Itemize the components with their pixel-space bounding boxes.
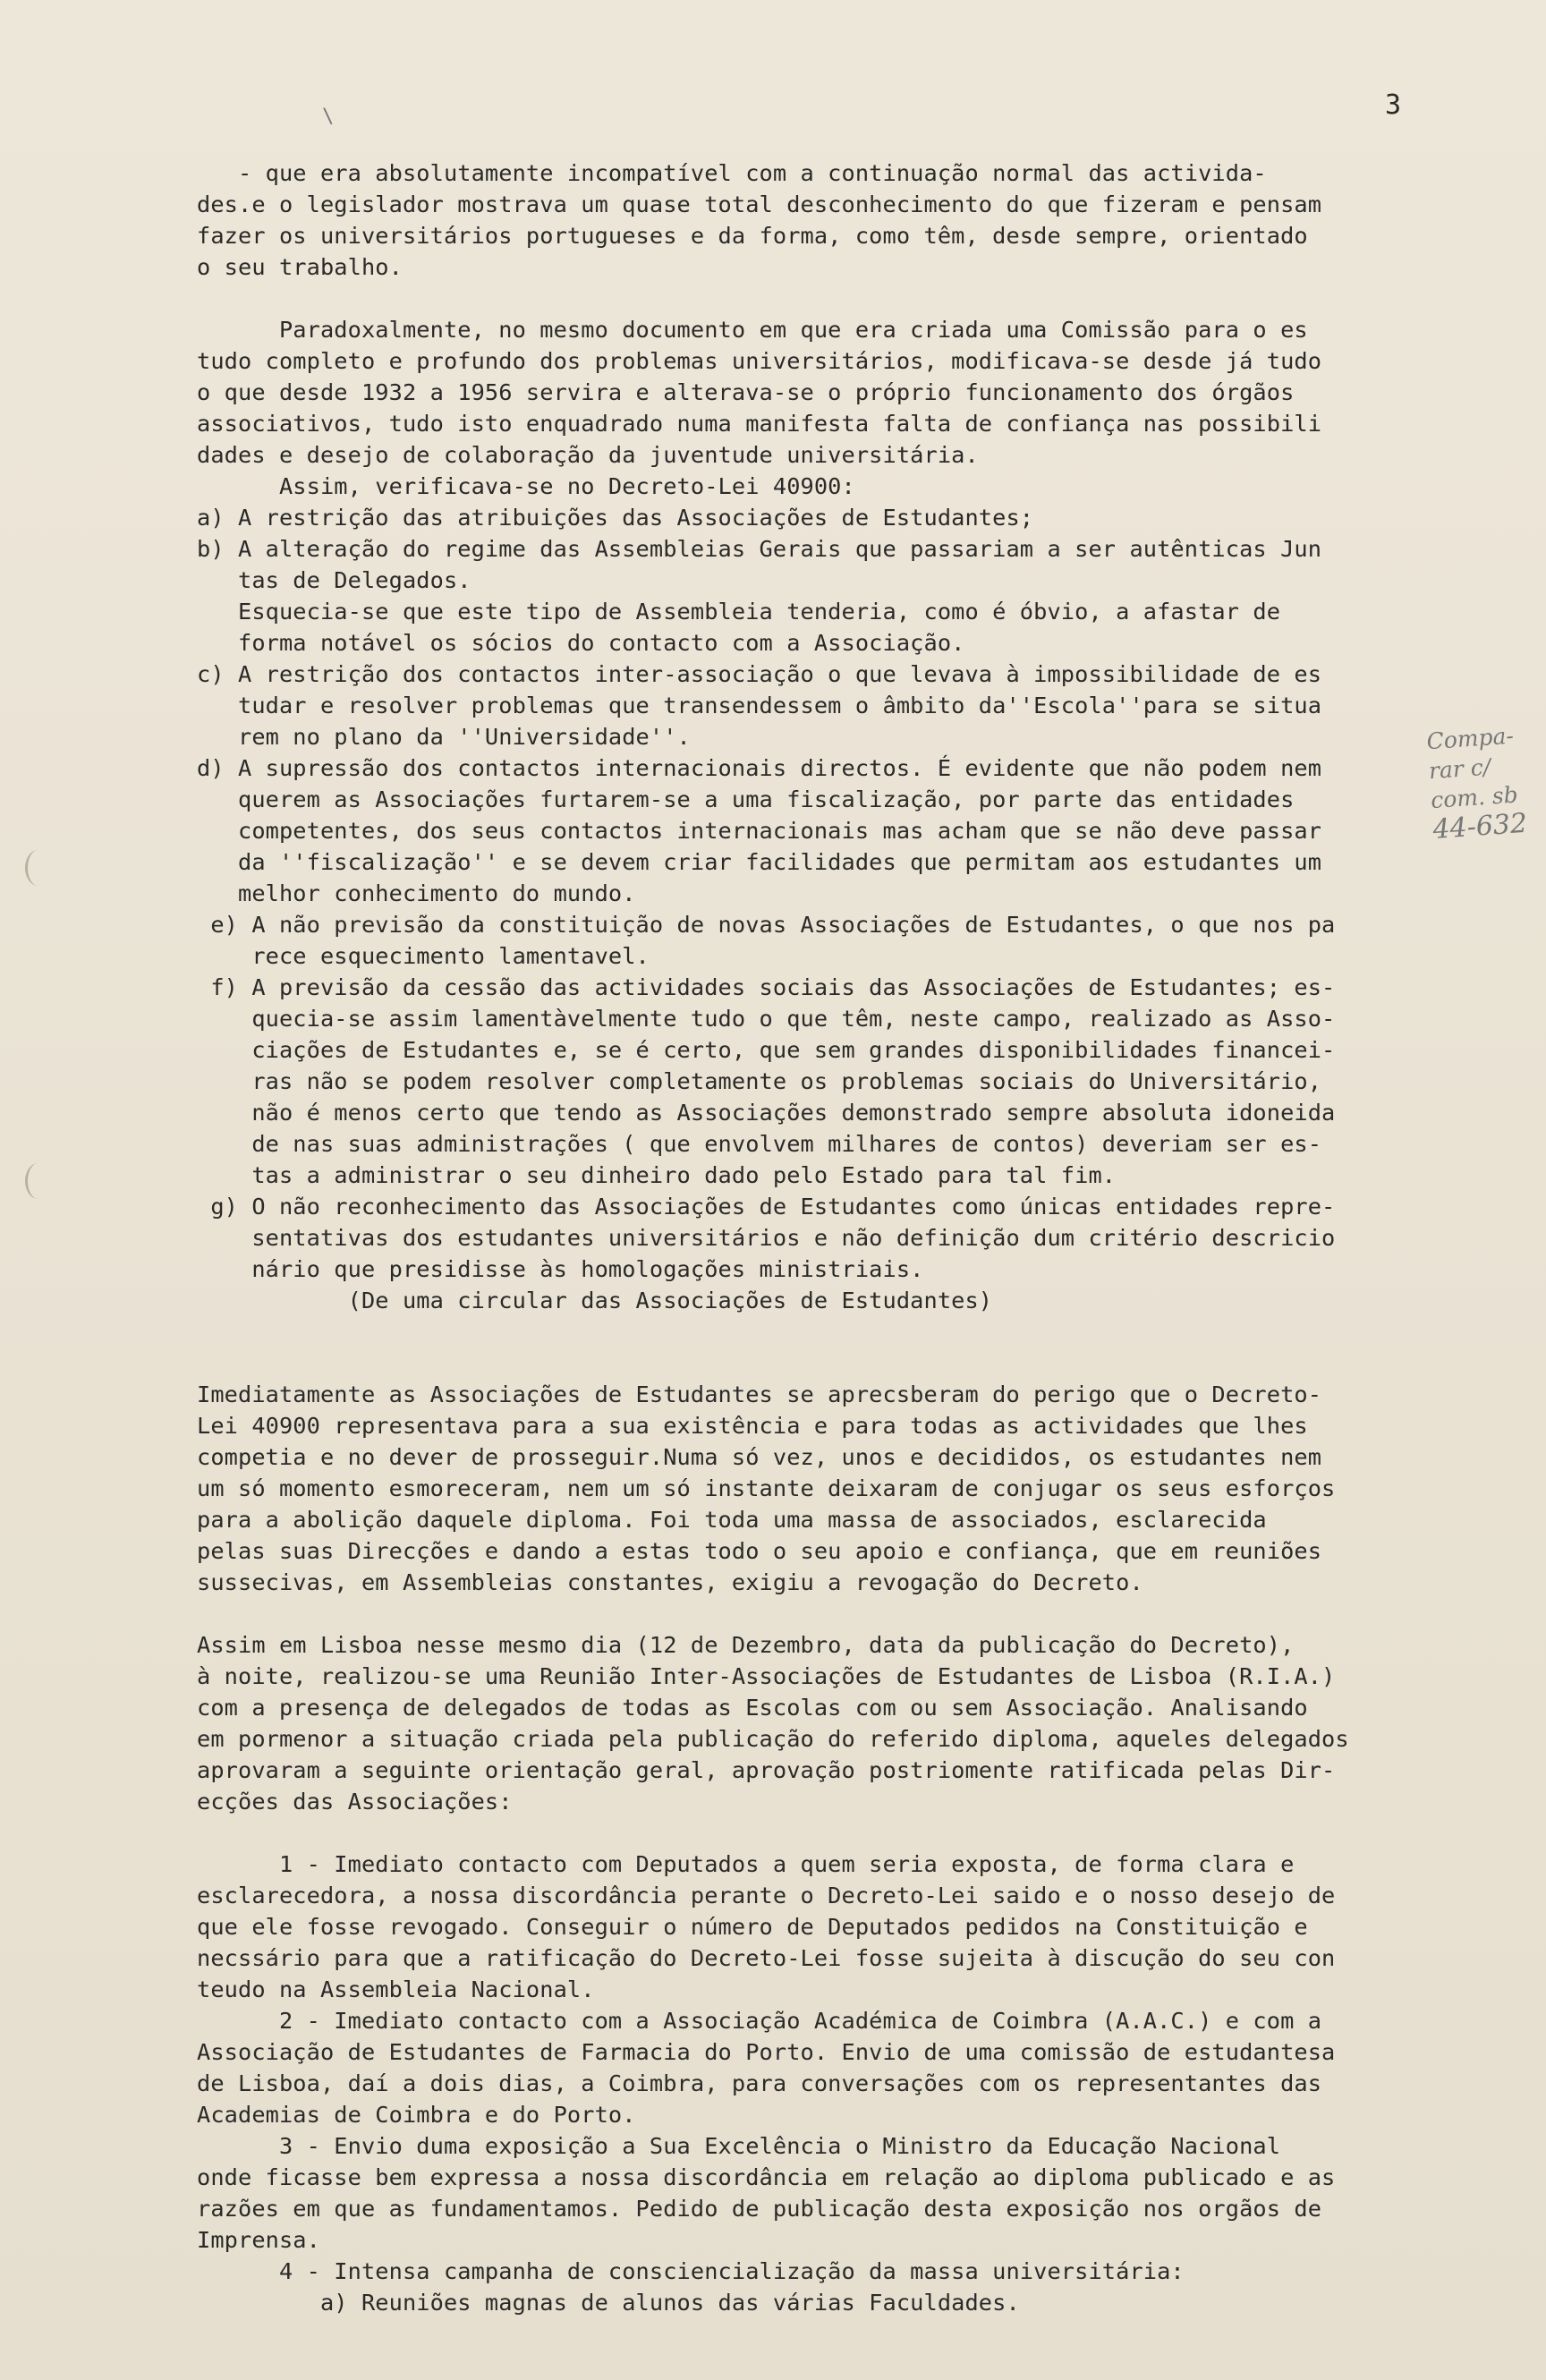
text-line: dades e desejo de colaboração da juventude universitária. [197,442,979,468]
text-line: - que era absolutamente incompatível com a continuação normal das activida- [197,160,1267,186]
text-line: melhor conhecimento do mundo. [197,880,636,906]
text-line: razões em que as fundamentamos. Pedido de publicação desta exposição nos orgãos de [197,2196,1322,2222]
text-line [197,1347,1449,1379]
typewritten-text-body [197,157,1449,2318]
text-line: que ele fosse revogado. Conseguir o número de Deputados pedidos na Constituição e [197,1914,1308,1940]
text-line: 4 - Intensa campanha de consciencialização da massa universitária: [197,2258,1185,2284]
margin-note-line: 44-632 [1431,807,1529,846]
text-line: 1 - Imediato contacto com Deputados a quem seria exposta, de forma clara e [197,1851,1295,1877]
text-line: competentes, dos seus contactos internacionais mas acham que se não deve passar [197,818,1322,844]
text-line: Esquecia-se que este tipo de Assembleia tenderia, como é óbvio, a afastar de [197,599,1281,625]
text-line: 3 - Envio duma exposição a Sua Excelência o Ministro da Educação Nacional [197,2133,1281,2159]
punch-hole-mark [25,850,51,886]
text-line: Academias de Coimbra e do Porto. [197,2102,636,2128]
text-line: aprovaram a seguinte orientação geral, aprovação postriomente ratificada pelas Dir- [197,1757,1336,1783]
text-line: com a presença de delegados de todas as Escolas com ou sem Associação. Analisando [197,1695,1308,1721]
text-line: em pormenor a situação criada pela publicação do referido diploma, aqueles delegados [197,1726,1349,1752]
text-line: Imediatamente as Associações de Estudantes se aprecsberam do perigo que o Decreto- [197,1381,1322,1407]
text-line [197,1316,1449,1347]
text-line [197,1598,1449,1629]
text-line: e) A não previsão da constituição de novas Associações de Estudantes, o que nos pa [197,912,1336,938]
text-line: tudo completo e profundo dos problemas universitários, modificava-se desde já tudo [197,348,1322,374]
text-line: de nas suas administrações ( que envolvem milhares de contos) deveriam ser es- [197,1131,1322,1157]
text-line: Assim em Lisboa nesse mesmo dia (12 de Dezembro, data da publicação do Decreto), [197,1632,1295,1658]
text-line: Paradoxalmente, no mesmo documento em que era criada uma Comissão para o es [197,317,1308,343]
text-line: teudo na Assembleia Nacional. [197,1976,595,2002]
text-line: necssário para que a ratificação do Decreto-Lei fosse sujeita à discução do seu con [197,1945,1336,1971]
text-line: rem no plano da ''Universidade''. [197,724,691,750]
text-line: c) A restrição dos contactos inter-associação o que levava à impossibilidade de es [197,661,1322,687]
text-line: b) A alteração do regime das Assembleias Gerais que passariam a ser autênticas Jun [197,536,1322,562]
text-line: de Lisboa, daí a dois dias, a Coimbra, para conversações com os representantes das [197,2070,1322,2096]
margin-tick-mark: \ [322,106,335,128]
text-line: nário que presidisse às homologações ministriais. [197,1256,924,1282]
text-line: sentativas dos estudantes universitários e não definição dum critério descricio [197,1225,1336,1251]
text-line: des.e o legislador mostrava um quase total desconhecimento do que fizeram e pensam [197,191,1322,217]
text-line: tas a administrar o seu dinheiro dado pelo Estado para tal fim. [197,1162,1117,1188]
text-line: ras não se podem resolver completamente os problemas sociais do Universitário, [197,1068,1322,1094]
text-line: Imprensa. [197,2227,320,2253]
text-line: pelas suas Direcções e dando a estas todo o seu apoio e confiança, que em reuniões [197,1538,1322,1564]
text-line: à noite, realizou-se uma Reunião Inter-Associações de Estudantes de Lisboa (R.I.A.) [197,1663,1336,1689]
text-line: sussecivas, em Assembleias constantes, exigiu a revogação do Decreto. [197,1569,1143,1595]
text-line: ciações de Estudantes e, se é certo, que sem grandes disponibilidades financei- [197,1037,1336,1063]
page-number: 3 [1385,89,1402,121]
text-line: d) A supressão dos contactos internacionais directos. É evidente que não podem nem [197,755,1322,781]
text-line: (De uma circular das Associações de Estudantes) [197,1288,993,1313]
text-line: um só momento esmoreceram, nem um só instante deixaram de conjugar os seus esforços [197,1475,1336,1501]
text-line: esclarecedora, a nossa discordância perante o Decreto-Lei saido e o nosso desejo de [197,1883,1336,1908]
text-line: onde ficasse bem expressa a nossa discordância em relação ao diploma publicado e as [197,2164,1336,2190]
text-line: f) A previsão da cessão das actividades sociais das Associações de Estudantes; es- [197,974,1336,1000]
text-line: tudar e resolver problemas que transendessem o âmbito da''Escola''para se situa [197,693,1322,718]
text-line: o seu trabalho. [197,254,403,280]
text-line [197,1817,1449,1849]
punch-hole-mark [25,1163,51,1199]
text-line: quecia-se assim lamentàvelmente tudo o que têm, neste campo, realizado as Asso- [197,1006,1336,1032]
text-line: Lei 40900 representava para a sua existência e para todas as actividades que lhes [197,1413,1308,1439]
text-line: forma notável os sócios do contacto com a Associação. [197,630,965,656]
text-line: fazer os universitários portugueses e da forma, como têm, desde sempre, orientado [197,223,1308,249]
margin-note-line: Compa- [1425,722,1515,755]
margin-note-line: com. sb [1430,781,1519,814]
text-line: Assim, verificava-se no Decreto-Lei 40900: [197,473,855,499]
text-line: para a abolição daquele diploma. Foi toda uma massa de associados, esclarecida [197,1507,1267,1533]
margin-note-line: rar c/ [1427,753,1492,785]
text-line: associativos, tudo isto enquadrado numa manifesta falta de confiança nas possibili [197,411,1322,437]
text-line: 2 - Imediato contacto com a Associação Académica de Coimbra (A.A.C.) e com a [197,2008,1322,2034]
text-line: rece esquecimento lamentavel. [197,943,650,969]
text-line: g) O não reconhecimento das Associações de Estudantes como únicas entidades repre- [197,1194,1336,1220]
text-line: querem as Associações furtarem-se a uma fiscalização, por parte das entidades [197,786,1295,812]
text-line: não é menos certo que tendo as Associações demonstrado sempre absoluta idoneida [197,1100,1336,1126]
text-line: competia e no dever de prosseguir.Numa só vez, unos e decididos, os estudantes nem [197,1444,1322,1470]
text-line: o que desde 1932 a 1956 servira e alterava-se o próprio funcionamento dos órgãos [197,379,1295,405]
text-line: a) A restrição das atribuições das Associações de Estudantes; [197,505,1034,531]
text-line: Associação de Estudantes de Farmacia do Porto. Envio de uma comissão de estudantesa [197,2039,1336,2065]
text-line: da ''fiscalização'' e se devem criar facilidades que permitam aos estudantes um [197,849,1322,875]
text-line: a) Reuniões magnas de alunos das várias Faculdades. [197,2290,1020,2316]
text-line: ecções das Associações: [197,1789,513,1815]
text-line [197,283,1449,314]
text-line: tas de Delegados. [197,567,471,593]
